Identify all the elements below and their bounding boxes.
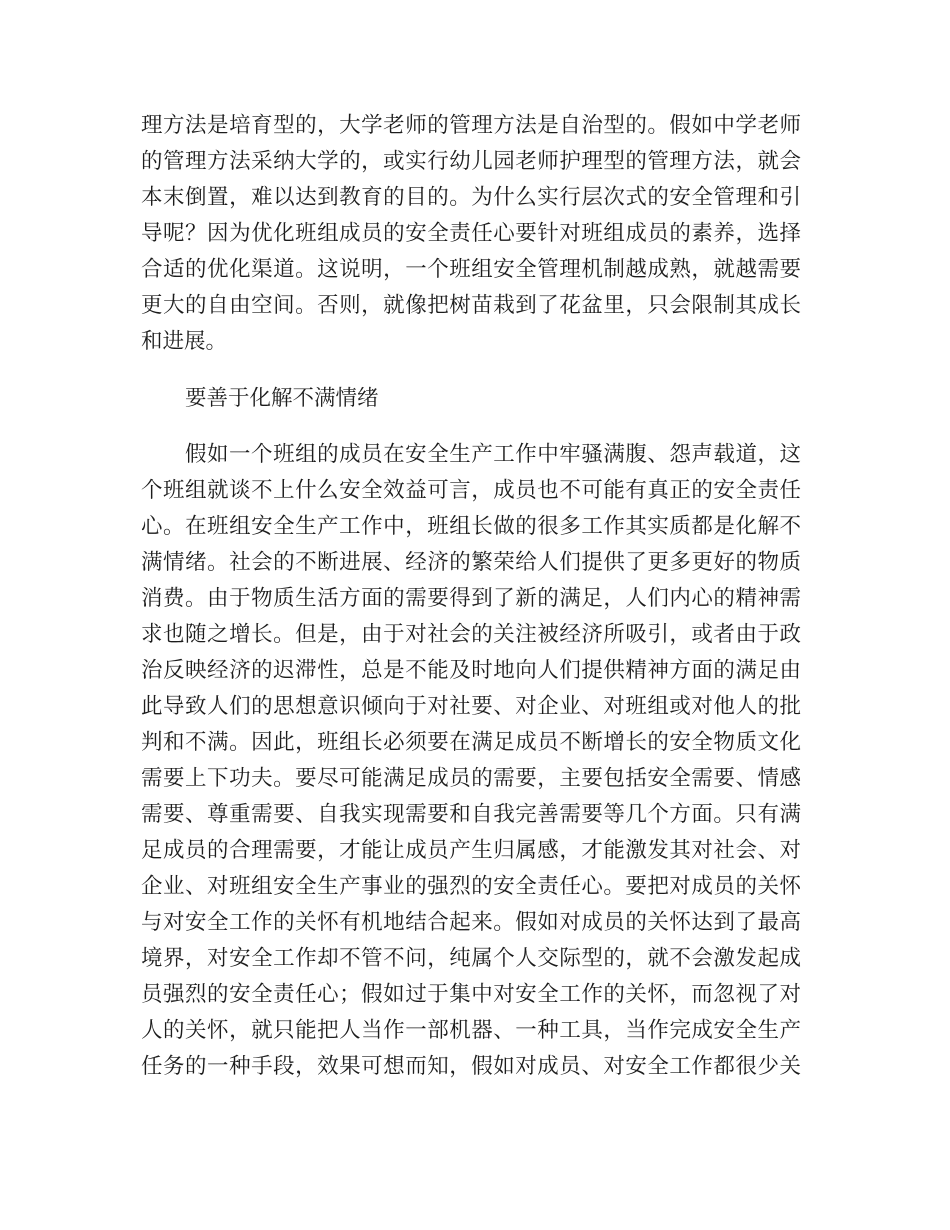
paragraph-2-line-7: 治反映经济的迟滞性，总是不能及时地向人们提供精神方面的满足由 (141, 658, 801, 683)
paragraph-1-line-2: 的管理方法采纳大学的，或实行幼儿园老师护理型的管理方法，就会 (141, 149, 801, 174)
paragraph-2-line-18: 任务的一种手段，效果可想而知，假如对成员、对安全工作都很少关 (141, 1054, 801, 1079)
paragraph-1-line-4: 导呢？因为优化班组成员的安全责任心要针对班组成员的素养，选择 (141, 221, 801, 246)
paragraph-1-line-3: 本末倒置，难以达到教育的目的。为什么实行层次式的安全管理和引 (141, 185, 801, 210)
paragraph-2-line-2: 个班组就谈不上什么安全效益可言，成员也不可能有真正的安全责任 (141, 478, 801, 503)
paragraph-2-line-8: 此导致人们的思想意识倾向于对社要、对企业、对班组或对他人的批 (141, 694, 801, 719)
paragraph-2-line-11: 需要、尊重需要、自我实现需要和自我完善需要等几个方面。只有满 (141, 802, 801, 827)
paragraph-2-line-13: 企业、对班组安全生产事业的强烈的安全责任心。要把对成员的关怀 (141, 874, 801, 899)
paragraph-2-line-12: 足成员的合理需要，才能让成员产生归属感，才能激发其对社会、对 (141, 838, 801, 863)
paragraph-1-line-1: 理方法是培育型的，大学老师的管理方法是自治型的。假如中学老师 (141, 113, 801, 138)
paragraph-2-line-5: 消费。由于物质生活方面的需要得到了新的满足，人们内心的精神需 (141, 586, 801, 611)
paragraph-2-line-6: 求也随之增长。但是，由于对社会的关注被经济所吸引，或者由于政 (141, 622, 801, 647)
paragraph-2-line-15: 境界，对安全工作却不管不问，纯属个人交际型的，就不会激发起成 (141, 946, 801, 971)
paragraph-2-line-9: 判和不满。因此，班组长必须要在满足成员不断增长的安全物质文化 (141, 730, 801, 755)
section-heading: 要善于化解不满情绪 (185, 386, 379, 411)
paragraph-2-line-1: 假如一个班组的成员在安全生产工作中牢骚满腹、怨声载道，这 (185, 442, 801, 467)
paragraph-2-line-4: 满情绪。社会的不断进展、经济的繁荣给人们提供了更多更好的物质 (141, 550, 801, 575)
paragraph-2-line-10: 需要上下功夫。要尽可能满足成员的需要，主要包括安全需要、情感 (141, 766, 801, 791)
paragraph-2-line-17: 人的关怀，就只能把人当作一部机器、一种工具，当作完成安全生产 (141, 1018, 801, 1043)
paragraph-1-line-6: 更大的自由空间。否则，就像把树苗栽到了花盆里，只会限制其成长 (141, 293, 801, 318)
paragraph-1-line-7: 和进展。 (141, 329, 228, 354)
paragraph-2-line-16: 员强烈的安全责任心；假如过于集中对安全工作的关怀，而忽视了对 (141, 982, 801, 1007)
paragraph-2-line-3: 心。在班组安全生产工作中，班组长做的很多工作其实质都是化解不 (141, 514, 801, 539)
paragraph-1-line-5: 合适的优化渠道。这说明，一个班组安全管理机制越成熟，就越需要 (141, 257, 801, 282)
paragraph-2-line-14: 与对安全工作的关怀有机地结合起来。假如对成员的关怀达到了最高 (141, 910, 801, 935)
